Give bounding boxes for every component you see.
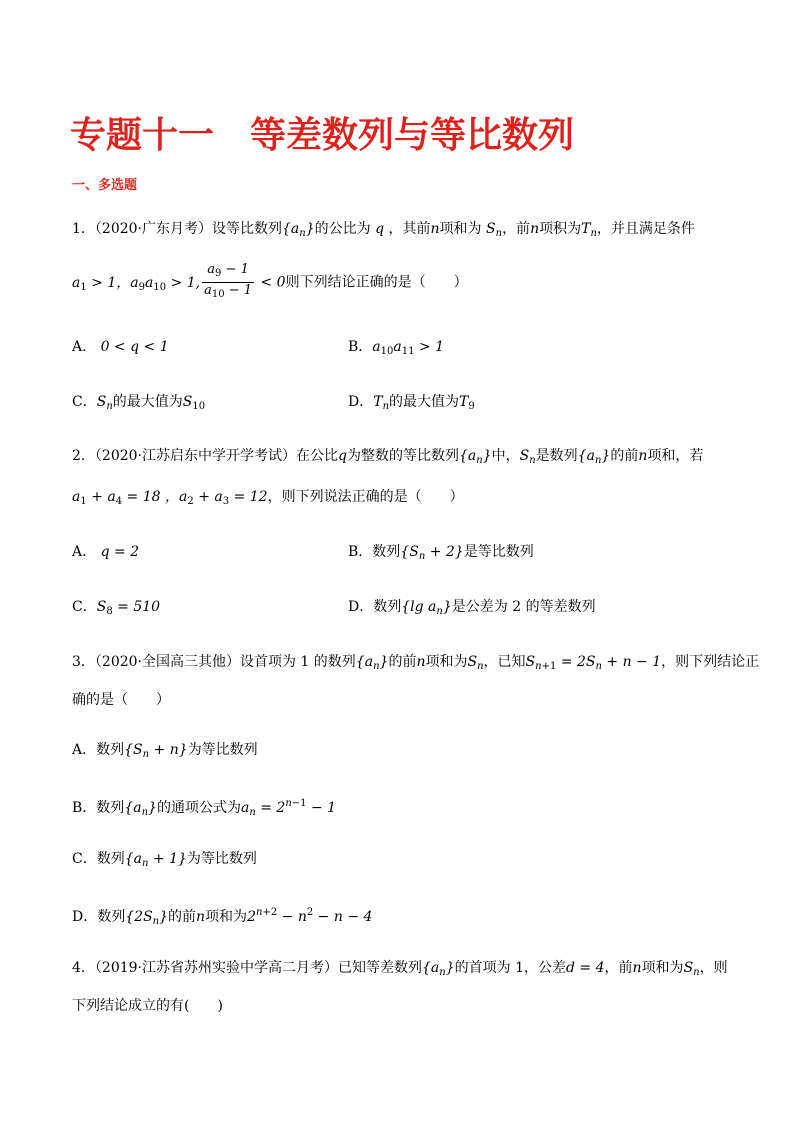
title-part-2: 等差数列与等比数列 xyxy=(250,115,575,156)
title-part-1: 专题十一 xyxy=(70,115,215,156)
q2-option-c: C．$S_8 = 510$ xyxy=(72,599,161,617)
q4-line1: 4．（2019·江苏省苏州实验中学高二月考）已知等差数列$\{a_n\}$的首项为 1，公差d = 4，前n项和为$S_n$，则 xyxy=(72,960,728,978)
q2-line2: $a_1 + a_4 = 18$ ，$a_2 + a_3 = 12$，则下列说法正确的是（ ） xyxy=(72,489,464,507)
math: $a_1 > 1$，$a_9a_{10} > 1$, xyxy=(72,274,201,293)
q2-option-d: D．数列{lg $a_n$}是公差为 2 的等差数列 xyxy=(348,599,596,617)
q1-option-a: A． 0 < q < 1 xyxy=(72,339,169,355)
section-heading: 一、多选题 xyxy=(72,178,138,193)
fraction: $\frac{a_9 - 1}{a_{10} - 1}$ xyxy=(204,262,253,300)
q1-option-d: D．$T_n$的最大值为$T_9$ xyxy=(348,394,475,412)
q3-option-a: A．数列$\{S_n + n\}$为等比数列 xyxy=(72,742,258,760)
q3-line2: 确的是（ ） xyxy=(72,692,170,708)
math: $\{a_n\}$ xyxy=(282,221,315,239)
q2-option-a: A． q = 2 xyxy=(72,544,140,560)
q3-option-b: B．数列$\{a_n\}$的通项公式为$a_n = 2^{n-1} - 1$ xyxy=(72,798,337,818)
q1-line2: $a_1 > 1$，$a_9a_{10} > 1$, $\frac{a_9 - 1}{a_{10} - 1}$ < 0则下列结论正确的是（ ） xyxy=(72,262,468,303)
q3-option-c: C．数列$\{a_n + 1\}$为等比数列 xyxy=(72,851,257,869)
q2-line1: 2．（2020·江苏启东中学开学考试）在公比q为整数的等比数列$\{a_n\}$中，$S_n$是数列$\{a_n\}$的前n项和，若 xyxy=(72,448,704,466)
q3-option-d: D．数列$\{2S_n\}$的前n项和为$2^{n+2} - n^2 - n - 4$ xyxy=(72,907,373,927)
q4-line2: 下列结论成立的有( ) xyxy=(72,998,223,1014)
q1-option-b: B．$a_{10}a_{11} > 1$ xyxy=(348,339,445,357)
q1-line1: 1．（2020·广东月考）设等比数列$\{a_n\}$的公比为 q ，其前n项和为 $S_n$，前n项积为$T_n$，并且满足条件 xyxy=(72,221,695,239)
page-title xyxy=(70,107,574,158)
q1-option-c: C．$S_n$的最大值为$S_{10}$ xyxy=(72,394,206,412)
q3-line1: 3．（2020·全国高三其他）设首项为 1 的数列$\{a_n\}$的前n项和为$S_n$，已知$S_{n+1} = 2S_n + n - 1$，则下列结论正 xyxy=(72,654,760,672)
q2-option-b: B．数列$\{S_n + 2\}$是等比数列 xyxy=(348,544,534,562)
